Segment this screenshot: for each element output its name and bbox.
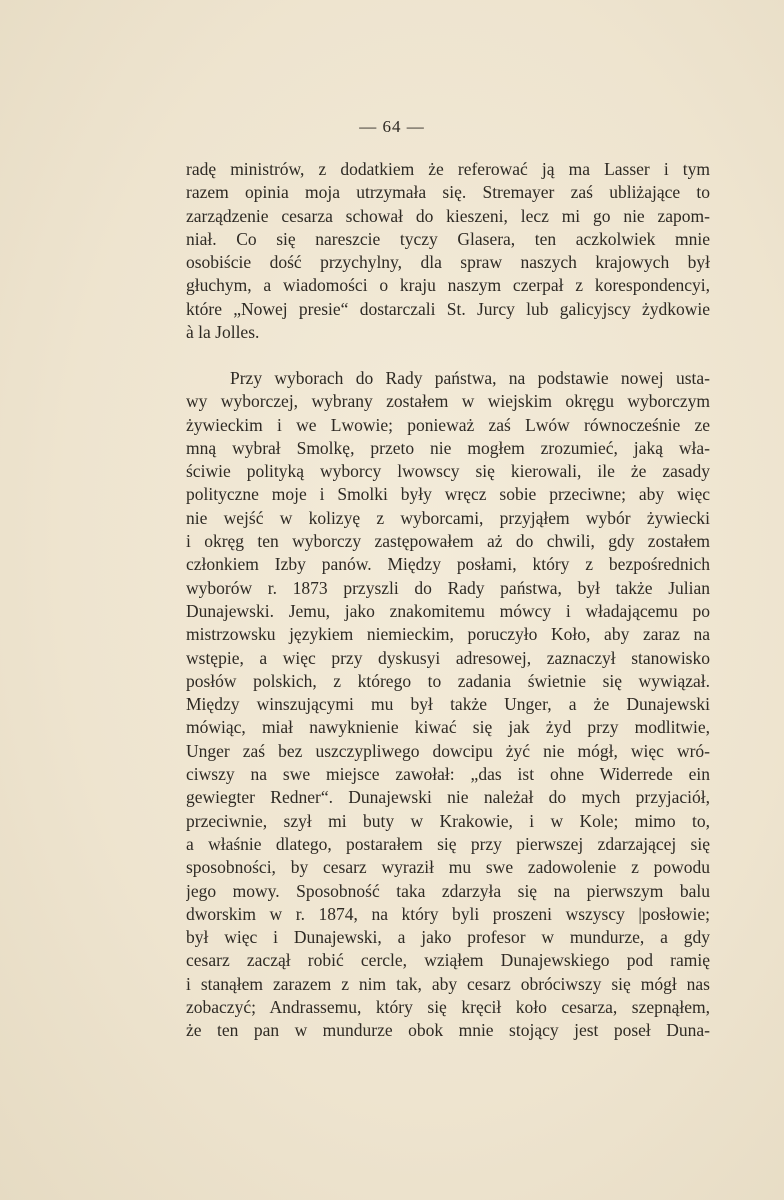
text-line: Między winszującymi mu był także Unger, a że Dunajewski xyxy=(186,694,710,715)
text-line: niał. Co się nareszcie tyczy Glasera, ten aczkolwiek mnie xyxy=(186,228,710,249)
text-line: że ten pan w mundurze obok mnie stojący jest poseł Duna- xyxy=(186,1020,710,1041)
text-line: dworskim w r. 1874, na który byli proszeni wszyscy |posłowie; xyxy=(186,903,710,924)
text-line: Dunajewski. Jemu, jako znakomitemu mówcy i władającemu po xyxy=(186,600,710,621)
text-line: przeciwnie, szył mi buty w Krakowie, i w Kole; mimo to, xyxy=(186,810,710,831)
page-number: — 64 — xyxy=(359,117,425,136)
text-line: osobiście dość przychylny, dla spraw naszych krajowych był xyxy=(186,252,710,273)
text-line: był więc i Dunajewski, a jako profesor w mundurze, a gdy xyxy=(186,927,710,948)
text-line: mówiąc, miał nawyknienie kiwać się jak żyd przy modlitwie, xyxy=(186,717,710,738)
text-line: à la Jolles. xyxy=(186,322,260,343)
text-line: ciwszy na swe miejsce zawołał: „das ist ohne Widerrede ein xyxy=(186,764,710,785)
text-line: posłów polskich, z którego to zadania świetnie się wywiązał. xyxy=(186,670,710,691)
text-line: razem opinia moja utrzymała się. Stremayer zaś ubliżające to xyxy=(186,182,710,203)
text-line: ściwie polityką wyborcy lwowscy się kierowali, ile że zasady xyxy=(186,461,710,482)
paragraph-1 xyxy=(186,158,710,344)
text-line: żywieckim i we Lwowie; ponieważ zaś Lwów równocześnie ze xyxy=(186,414,710,435)
text-line: mną wybrał Smolkę, przeto nie mogłem zrozumieć, jaką wła- xyxy=(186,437,710,458)
text-line: głuchym, a wiadomości o kraju naszym czerpał z korespondencyi, xyxy=(186,275,710,296)
text-line: wy wyborczej, wybrany zostałem w wiejskim okręgu wyborczym xyxy=(186,391,710,412)
text-line: mistrzowsku językiem niemieckim, poruczyło Koło, aby zaraz na xyxy=(186,624,710,645)
text-line: jego mowy. Sposobność taka zdarzyła się na pierwszym balu xyxy=(186,880,710,901)
text-line: cesarz zaczął robić cercle, wziąłem Dunajewskiego pod ramię xyxy=(186,950,710,971)
text-line: a właśnie dlatego, postarałem się przy pierwszej zdarzającej się xyxy=(186,833,710,854)
text-line: wstępie, a więc przy dyskusyi adresowej, zaznaczył stanowisko xyxy=(186,647,710,668)
text-line: zobaczyć; Andrassemu, który się kręcił koło cesarza, szepnąłem, xyxy=(186,997,710,1018)
text-line: wyborów r. 1873 przyszli do Rady państwa, był także Julian xyxy=(186,577,710,598)
text-line: i stanąłem zarazem z nim tak, aby cesarz obróciwszy się mógł nas xyxy=(186,973,710,994)
text-line: nie wejść w kolizyę z wyborcami, przyjąłem wybór żywiecki xyxy=(186,507,710,528)
text-line: zarządzenie cesarza schował do kieszeni, lecz mi go nie zapom- xyxy=(186,205,710,226)
text-line: Unger zaś bez uszczypliwego dowcipu żyć nie mógł, więc wró- xyxy=(186,740,710,761)
text-line: gewiegter Redner“. Dunajewski nie należał do mych przyjaciół, xyxy=(186,787,710,808)
text-line: które „Nowej presie“ dostarczali St. Jurcy lub galicyjscy żydkowie xyxy=(186,298,710,319)
text-line: Przy wyborach do Rady państwa, na podstawie nowej usta- xyxy=(230,368,710,388)
text-line: sposobności, by cesarz wyraził mu swe zadowolenie z powodu xyxy=(186,857,710,878)
text-line: i okręg ten wyborczy zastępowałem aż do chwili, gdy zostałem xyxy=(186,531,710,552)
text-line: polityczne moje i Smolki były wręcz sobie przeciwne; aby więc xyxy=(186,484,710,505)
text-line: radę ministrów, z dodatkiem że referować ją ma Lasser i tym xyxy=(186,159,710,179)
paragraph-2 xyxy=(186,367,710,1043)
text-line: członkiem Izby panów. Między posłami, który z bezpośrednich xyxy=(186,554,710,575)
